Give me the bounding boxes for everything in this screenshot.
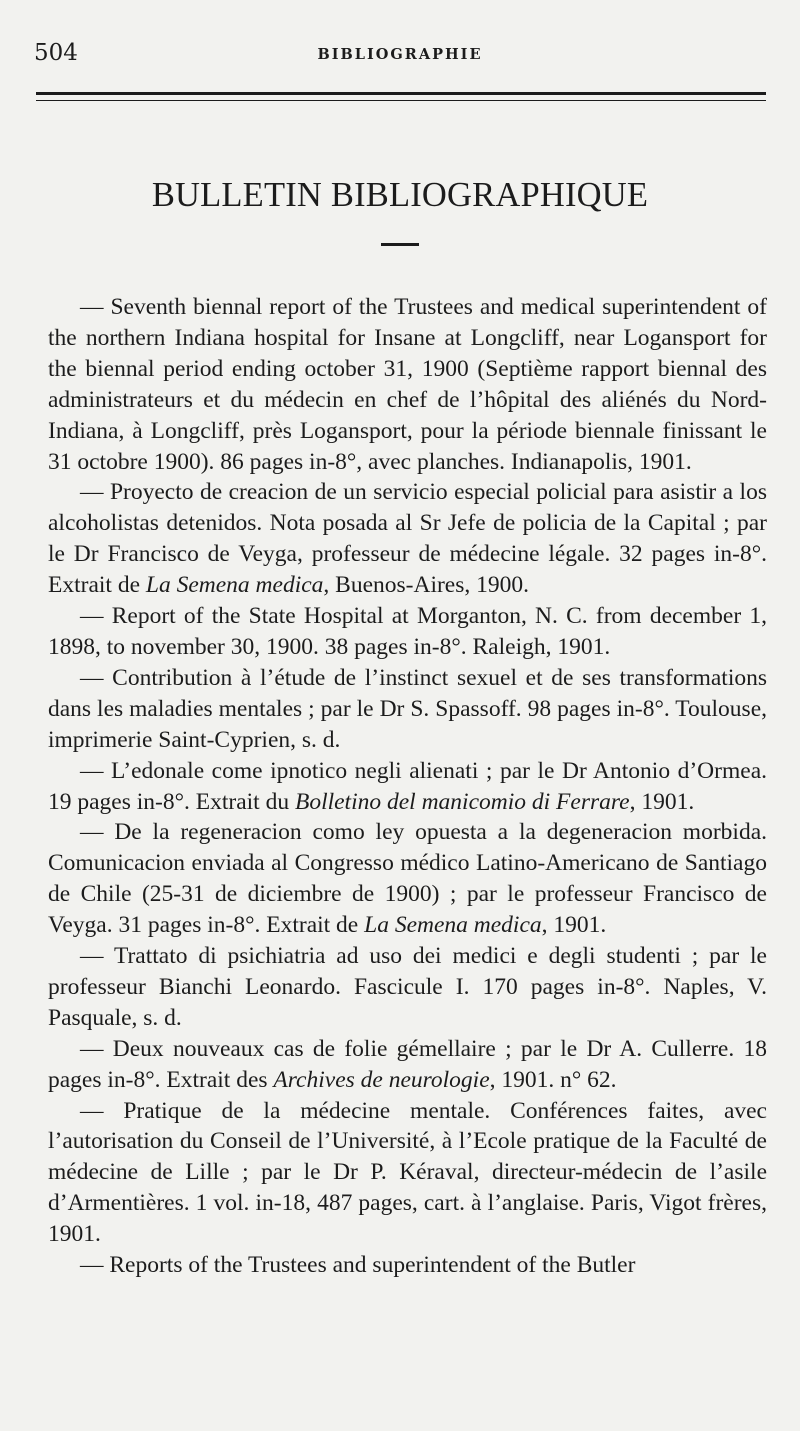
bibliography-entry: — De la regeneracion como ley opuesta a la degeneracion morbida. Comunicacion enviada al Congresso médico Latino-Americano de Santiago de Chile (25-31 de diciembre de 1900) ; par le professeur Francisco de Veyga. 31 pages in-8°. Extrait de La Semena medica, 1901.: [48, 819, 767, 939]
title-dash: [381, 243, 419, 246]
journal-title: Bolletino del manicomio di Ferrare: [294, 788, 630, 815]
bibliography-entry: — Report of the State Hospital at Morganton, N. C. from december 1, 1898, to november 30, 1900. 38 pages in-8°. Raleigh, 1901.: [48, 603, 767, 660]
bibliography-entry: — Deux nouveaux cas de folie gémellaire ; par le Dr A. Cullerre. 18 pages in-8°. Extrait des Archives de neurologie, 1901. n° 62.: [48, 1035, 767, 1093]
section-title: BULLETIN BIBLIOGRAPHIQUE: [151, 176, 649, 214]
bibliography-entry: — Trattato di psichiatria ad uso dei medici e degli studenti ; par le professeur Bianchi Leonardo. Fascicule I. 170 pages in-8°. Naples, V. Pasquale, s. d.: [48, 943, 767, 1031]
bibliography-entry: — Pratique de la médecine mentale. Conférences faites, avec l’autorisation du Conseil de l’Université, à l’Ecole pratique de la Faculté de médecine de Lille ; par le Dr P. Kéraval, directeur-médecin de l’asile d’Armentières. 1 vol. in-18, 487 pages, cart. à l’anglaise. Paris, Vigot frères, 1901.: [48, 1097, 767, 1248]
bibliography-entry: — Reports of the Trustees and superintendent of the Butler: [80, 1252, 636, 1279]
bibliography-entries: [48, 292, 767, 1281]
page-header: [34, 40, 766, 70]
header-rule-thick: [36, 92, 766, 95]
journal-title: La Semena medica: [145, 572, 324, 599]
journal-title: Archives de neurologie: [273, 1066, 490, 1093]
bibliography-entry: — Contribution à l’étude de l’instinct sexuel et de ses transformations dans les maladies mentales ; par le Dr S. Spassoff. 98 pages in-8°. Toulouse, imprimerie Saint-Cyprien, s. d.: [48, 664, 767, 753]
page-number: 504: [34, 40, 78, 66]
header-rule-thin: [36, 100, 766, 101]
bibliography-entry: — Seventh biennal report of the Trustees and medical superintendent of the northern Indiana hospital for Insane at Longcliff, near Logansport for the biennal period ending october 31, 1900 (Septième rapport biennal des administrateurs et du médecin en chef de l’hôpital des aliénés du Nord-Indiana, à Longcliff, près Logansport, pour la période biennale finissant le 31 octobre 1900). 86 pages in-8°, avec planches. Indianapolis, 1901.: [48, 294, 767, 475]
bibliography-entry: — Proyecto de creacion de un servicio especial policial para asistir a los alcoholistas detenidos. Nota posada al Sr Jefe de policia de la Capital ; par le Dr Francisco de Veyga, professeur de médecine légale. 32 pages in-8°. Extrait de La Semena medica, Buenos-Aires, 1900.: [48, 479, 767, 599]
running-title: BIBLIOGRAPHIE: [317, 46, 483, 63]
journal-title: La Semena medica: [364, 912, 542, 939]
bibliography-entry: — L’edonale come ipnotico negli alienati ; par le Dr Antonio d’Ormea. 19 pages in-8°. Extrait du Bolletino del manicomio di Ferrare, 1901.: [48, 757, 767, 815]
